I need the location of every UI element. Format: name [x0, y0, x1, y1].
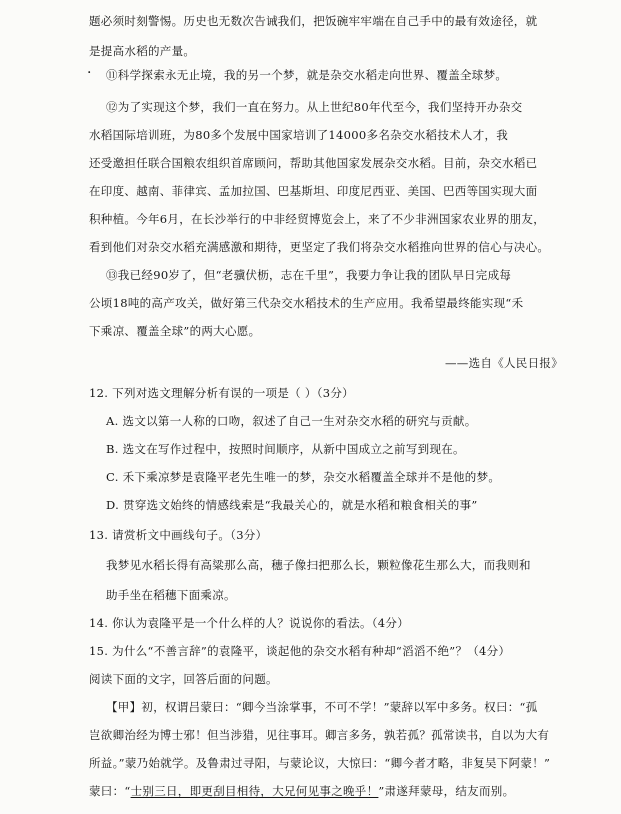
text-line: 水稻国际培训班，为80多个发展中国家培训了14000多名杂交水稻技术人才，我 — [89, 128, 509, 142]
text-line: 积种植。今年6月，在长沙举行的中非经贸博览会上，来了不少非洲国家农业界的朋友， — [89, 212, 546, 226]
passage-jia-line: 岂欲卿治经为博士邪！但当涉猎，见往事耳。卿言多务，孰若孤？孤常读书，自以为大有 — [89, 728, 550, 742]
passage-jia-line: 所益。”蒙乃始就学。及鲁肃过寻阳，与蒙论议，大惊曰：“卿今者才略，非复吴下阿蒙！” — [89, 756, 551, 770]
option-d: D. 贯穿选文始终的情感线索是“我最关心的，就是水稻和粮食相关的事” — [106, 498, 478, 512]
question-13: 13. 请赏析文中画线句子。（3分） — [89, 528, 268, 542]
text-line: 看到他们对杂交水稻充满感激和期待，更坚定了我们将杂交水稻推向世界的信心与决心。 — [89, 240, 550, 254]
passage-jia-line — [89, 784, 621, 799]
option-a: A. 选文以第一人称的口吻，叙述了自己一生对杂交水稻的研究与贡献。 — [106, 414, 477, 428]
underlined-sentence: 士别三日，即更刮目相待，大兄何见事之晚乎！ — [130, 784, 379, 798]
option-c: C. 禾下乘凉梦是袁隆平老先生唯一的梦，杂交水稻覆盖全球并不是他的梦。 — [106, 470, 501, 484]
line-prefix: 蒙曰：“ — [89, 784, 131, 798]
source-citation: ——选自《人民日报》 — [445, 356, 563, 370]
question-15: 15. 为什么“不善言辞”的袁隆平，谈起他的杂交水稻有种却“滔滔不绝”？（4分） — [89, 644, 511, 658]
reading-instruction: 阅读下面的文字，回答后面的问题。 — [89, 672, 278, 686]
text-line: 公顷18吨的高产攻关，做好第三代杂交水稻技术的生产应用。我希望最终能实现“禾 — [89, 296, 524, 310]
line-suffix: ”肃遂拜蒙母，结友而别。 — [378, 784, 515, 798]
text-line: 下乘凉、覆盖全球”的两大心愿。 — [89, 324, 261, 338]
quoted-sentence: 助手坐在稻穗下面乘凉。 — [106, 588, 236, 602]
passage-jia-line: 【甲】初，权谓吕蒙曰：“卿今当涂掌事，不可不学！”蒙辞以军中多务。权曰：“孤 — [106, 700, 538, 714]
text-line: ⑬我已经90岁了，但“老骥伏枥，志在千里”，我要力争让我的团队早日完成每 — [106, 268, 512, 282]
option-b: B. 选文在写作过程中，按照时间顺序，从新中国成立之前写到现在。 — [106, 442, 465, 456]
text-line: ⑫为了实现这个梦，我们一直在努力。从上世纪80年代至今，我们坚持开办杂交 — [106, 100, 523, 114]
text-line: 题必须时刻警惕。历史也无数次告诫我们，把饭碗牢牢端在自己手中的最有效途径，就 — [89, 14, 538, 28]
text-line: 是提高水稻的产量。 — [89, 44, 196, 58]
text-line: 还受邀担任联合国粮农组织首席顾问，帮助其他国家发展杂交水稻。目前，杂交水稻已 — [89, 156, 538, 170]
text-line: 在印度、越南、菲律宾、孟加拉国、巴基斯坦、印度尼西亚、美国、巴西等国实现大面 — [89, 184, 538, 198]
quoted-sentence: 我梦见水稻长得有高粱那么高，穗子像扫把那么长，颗粒像花生那么大，而我则和 — [106, 558, 531, 572]
bullet-dot-icon: · — [87, 65, 92, 81]
question-14: 14. 你认为袁隆平是一个什么样的人？说说你的看法。（4分） — [89, 616, 410, 630]
text-line: ⑪科学探索永无止境，我的另一个梦，就是杂交水稻走向世界、覆盖全球梦。 — [106, 68, 508, 82]
question-12: 12. 下列对选文理解分析有误的一项是（ ）（3分） — [89, 386, 354, 400]
